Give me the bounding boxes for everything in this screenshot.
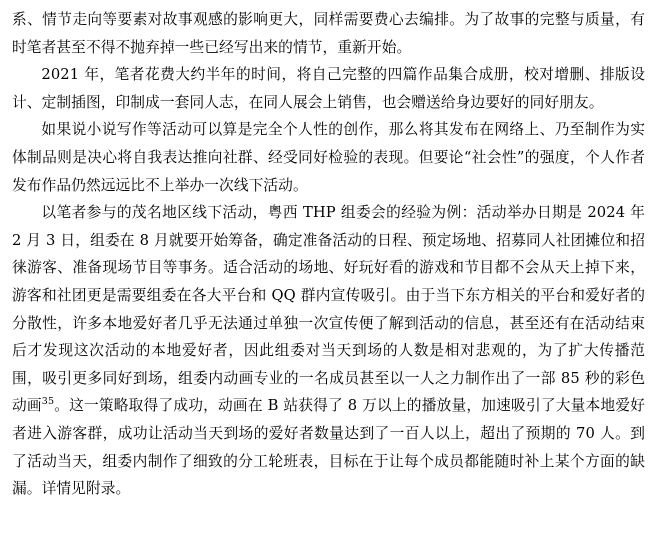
paragraph-social-attribute: 如果说小说写作等活动可以算是完全个人性的创作，那么将其发布在网络上、乃至制作为实体制品则是决心将自我表达推向社群、经受同好检验的表现。但要论“社会性”的强度，个人作者发布作品仍然远远比不上举办一次线下活动。: [12, 121, 645, 194]
paragraph-maoxi-event-part-1: 以笔者参与的茂名地区线下活动，粤西 THP 组委会的经验为例：活动举办日期是 2024 年 2 月 3 日，组委在 8 月就要开始筹备，确定准备活动的日程、预定场地、招募同人社团摊位和招徕游客、准备现场节目等事务。适合活动的场地、好玩好看的游戏和节目都不会从天上掉下来，游客和社团更是需要组委在各大平台和 QQ 群内宣传吸引。由于当下东方相关的平台和爱好者的分散性，许多本地爱好者几乎无法通过单独一次宣传便了解到活动的信息，甚至还有在活动结束后才发现这次活动的本地爱好者，因此组委对当天到场的人数是相对悲观的，为了扩大传播范围，吸引更多同好到场，组委内动画专业的一名成员甚至以一人之力制作出了一部 85 秒的彩色动画: [12, 204, 645, 415]
document-body: [12, 6, 645, 503]
paragraph-continuation: 系、情节走向等要素对故事观感的影响更大，同样需要费心去编排。为了故事的完整与质量，有时笔者甚至不得不抛弃掉一些已经写出来的情节，重新开始。: [12, 11, 645, 56]
paragraph-maoxi-event-part-2: 。这一策略取得了成功，动画在 B 站获得了 8 万以上的播放量，加速吸引了大量本地爱好者进入游客群，成功让活动当天到场的爱好者数量达到了一百人以上，超出了预期的 70 人。到了活动当天，组委内制作了细致的分工轮班表，目标在于让每个成员都能随时补上某个方面的缺漏。详情见附录。: [12, 397, 645, 498]
paragraph-2021-anthology: 2021 年，笔者花费大约半年的时间，将自己完整的四篇作品集合成册，校对增删、排版设计、定制插图，印制成一套同人志，在同人展会上销售，也会赠送给身边要好的同好朋友。: [12, 66, 645, 111]
paragraph-maoxi-event: [12, 199, 645, 503]
footnote-marker-35: 35: [41, 396, 55, 408]
